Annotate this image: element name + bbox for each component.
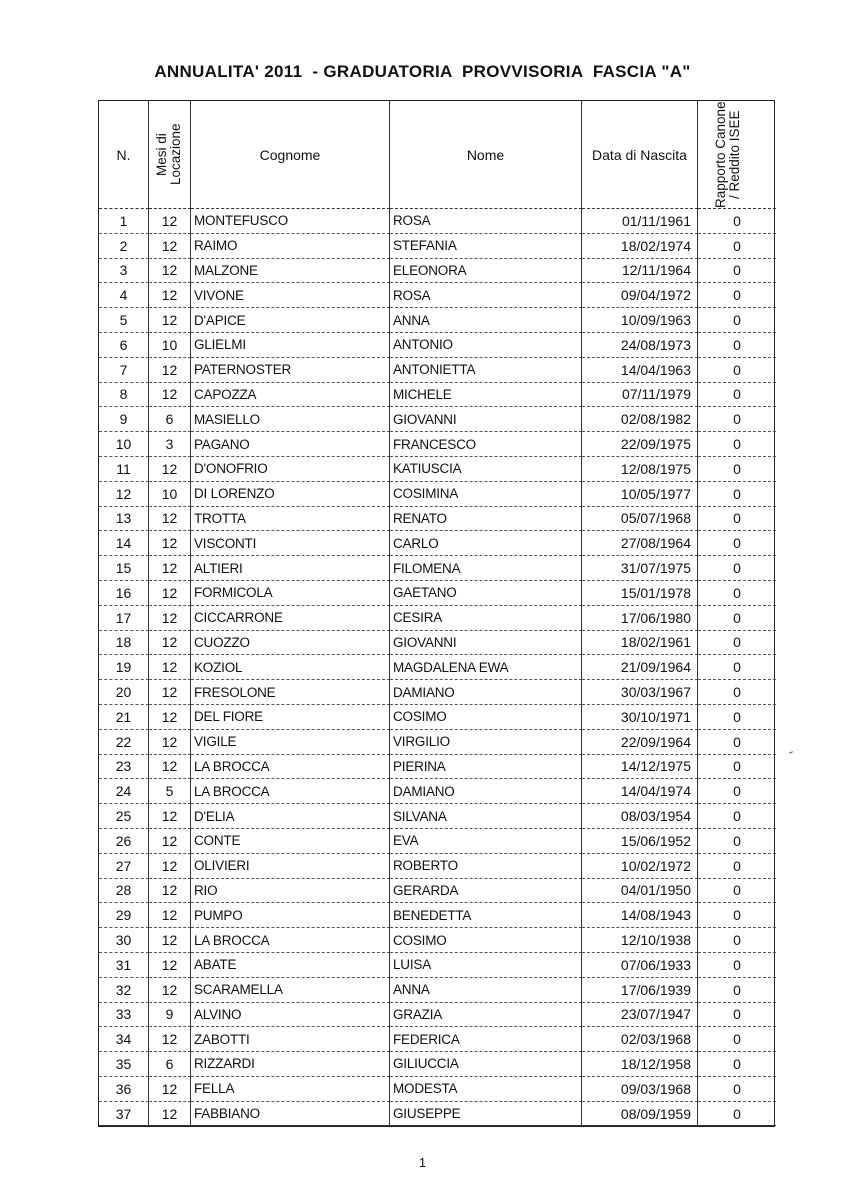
- cell-mesi: 12: [149, 283, 191, 308]
- cell-data: 14/12/1975: [582, 755, 698, 780]
- cell-nome: ANNA: [390, 308, 582, 333]
- cell-cognome: VIGILE: [191, 730, 390, 755]
- cell-nome: RENATO: [390, 507, 582, 532]
- cell-data: 17/06/1980: [582, 606, 698, 631]
- cell-nome: FILOMENA: [390, 556, 582, 581]
- cell-cognome: MONTEFUSCO: [191, 209, 390, 234]
- header-data: Data di Nascita: [582, 101, 698, 209]
- cell-rapporto: 0: [698, 283, 776, 308]
- cell-nome: ROSA: [390, 283, 582, 308]
- cell-nome: MAGDALENA EWA: [390, 655, 582, 680]
- cell-nome: ANNA: [390, 978, 582, 1003]
- cell-rapporto: 0: [698, 581, 776, 606]
- cell-data: 14/04/1963: [582, 358, 698, 383]
- cell-data: 08/03/1954: [582, 804, 698, 829]
- cell-rapporto: 0: [698, 482, 776, 507]
- cell-data: 02/03/1968: [582, 1027, 698, 1052]
- cell-n: 37: [99, 1102, 149, 1127]
- cell-cognome: CONTE: [191, 829, 390, 854]
- page-title: ANNUALITA' 2011 - GRADUATORIA PROVVISORIA FASCIA "A": [154, 62, 691, 81]
- cell-cognome: D'ONOFRIO: [191, 457, 390, 482]
- header-cognome: Cognome: [191, 101, 390, 209]
- cell-rapporto: 0: [698, 928, 776, 953]
- cell-n: 21: [99, 705, 149, 730]
- cell-data: 01/11/1961: [582, 209, 698, 234]
- cell-n: 6: [99, 333, 149, 358]
- cell-n: 9: [99, 407, 149, 432]
- cell-mesi: 12: [149, 1077, 191, 1102]
- header-nome: Nome: [390, 101, 582, 209]
- cell-mesi: 12: [149, 903, 191, 928]
- cell-rapporto: 0: [698, 953, 776, 978]
- cell-rapporto: 0: [698, 457, 776, 482]
- cell-rapporto: 0: [698, 655, 776, 680]
- cell-rapporto: 0: [698, 209, 776, 234]
- cell-data: 18/12/1958: [582, 1052, 698, 1077]
- cell-nome: PIERINA: [390, 755, 582, 780]
- cell-n: 20: [99, 680, 149, 705]
- cell-nome: DAMIANO: [390, 680, 582, 705]
- cell-data: 09/04/1972: [582, 283, 698, 308]
- cell-data: 27/08/1964: [582, 531, 698, 556]
- cell-rapporto: 0: [698, 1052, 776, 1077]
- cell-nome: GIOVANNI: [390, 407, 582, 432]
- scan-mark: [789, 751, 793, 754]
- cell-cognome: DEL FIORE: [191, 705, 390, 730]
- cell-rapporto: 0: [698, 1077, 776, 1102]
- cell-nome: GRAZIA: [390, 1003, 582, 1028]
- cell-nome: ELEONORA: [390, 259, 582, 284]
- cell-data: 09/03/1968: [582, 1077, 698, 1102]
- cell-mesi: 12: [149, 730, 191, 755]
- cell-n: 19: [99, 655, 149, 680]
- cell-nome: STEFANIA: [390, 234, 582, 259]
- cell-n: 18: [99, 631, 149, 656]
- cell-nome: CARLO: [390, 531, 582, 556]
- cell-cognome: VIVONE: [191, 283, 390, 308]
- header-rapporto-label: Rapporto Canone / Reddito ISEE: [713, 101, 742, 208]
- cell-rapporto: 0: [698, 333, 776, 358]
- cell-rapporto: 0: [698, 631, 776, 656]
- cell-cognome: ALVINO: [191, 1003, 390, 1028]
- cell-data: 07/06/1933: [582, 953, 698, 978]
- cell-mesi: 12: [149, 655, 191, 680]
- cell-rapporto: 0: [698, 755, 776, 780]
- cell-cognome: RAIMO: [191, 234, 390, 259]
- cell-mesi: 10: [149, 333, 191, 358]
- cell-nome: GIOVANNI: [390, 631, 582, 656]
- cell-rapporto: 0: [698, 903, 776, 928]
- cell-data: 14/04/1974: [582, 779, 698, 804]
- cell-mesi: 3: [149, 432, 191, 457]
- cell-cognome: PUMPO: [191, 903, 390, 928]
- cell-cognome: KOZIOL: [191, 655, 390, 680]
- header-rapporto: [698, 101, 776, 209]
- cell-data: 15/01/1978: [582, 581, 698, 606]
- cell-cognome: FELLA: [191, 1077, 390, 1102]
- cell-data: 12/11/1964: [582, 259, 698, 284]
- cell-rapporto: 0: [698, 705, 776, 730]
- cell-n: 27: [99, 854, 149, 879]
- header-mesi: [149, 101, 191, 209]
- cell-data: 31/07/1975: [582, 556, 698, 581]
- cell-mesi: 12: [149, 308, 191, 333]
- cell-data: 10/05/1977: [582, 482, 698, 507]
- cell-n: 13: [99, 507, 149, 532]
- cell-nome: MODESTA: [390, 1077, 582, 1102]
- ranking-table: [98, 100, 775, 1127]
- cell-mesi: 12: [149, 531, 191, 556]
- cell-n: 2: [99, 234, 149, 259]
- cell-nome: ROSA: [390, 209, 582, 234]
- cell-cognome: SCARAMELLA: [191, 978, 390, 1003]
- cell-n: 8: [99, 383, 149, 408]
- cell-n: 25: [99, 804, 149, 829]
- cell-cognome: D'ELIA: [191, 804, 390, 829]
- cell-nome: GERARDA: [390, 879, 582, 904]
- cell-n: 11: [99, 457, 149, 482]
- cell-n: 16: [99, 581, 149, 606]
- cell-cognome: LA BROCCA: [191, 928, 390, 953]
- cell-n: 32: [99, 978, 149, 1003]
- cell-data: 30/10/1971: [582, 705, 698, 730]
- cell-rapporto: 0: [698, 531, 776, 556]
- cell-rapporto: 0: [698, 234, 776, 259]
- cell-data: 22/09/1975: [582, 432, 698, 457]
- cell-cognome: CAPOZZA: [191, 383, 390, 408]
- cell-mesi: 5: [149, 779, 191, 804]
- cell-rapporto: 0: [698, 358, 776, 383]
- cell-mesi: 12: [149, 631, 191, 656]
- cell-data: 08/09/1959: [582, 1102, 698, 1127]
- cell-rapporto: 0: [698, 829, 776, 854]
- cell-mesi: 12: [149, 234, 191, 259]
- cell-data: 23/07/1947: [582, 1003, 698, 1028]
- cell-mesi: 12: [149, 383, 191, 408]
- cell-nome: DAMIANO: [390, 779, 582, 804]
- cell-data: 15/06/1952: [582, 829, 698, 854]
- cell-rapporto: 0: [698, 606, 776, 631]
- cell-n: 10: [99, 432, 149, 457]
- cell-mesi: 12: [149, 705, 191, 730]
- cell-mesi: 12: [149, 854, 191, 879]
- cell-n: 30: [99, 928, 149, 953]
- cell-cognome: CICCARRONE: [191, 606, 390, 631]
- cell-n: 31: [99, 953, 149, 978]
- cell-rapporto: 0: [698, 1027, 776, 1052]
- cell-data: 22/09/1964: [582, 730, 698, 755]
- cell-n: 28: [99, 879, 149, 904]
- cell-nome: ROBERTO: [390, 854, 582, 879]
- cell-nome: SILVANA: [390, 804, 582, 829]
- cell-rapporto: 0: [698, 978, 776, 1003]
- cell-rapporto: 0: [698, 308, 776, 333]
- cell-nome: KATIUSCIA: [390, 457, 582, 482]
- cell-n: 33: [99, 1003, 149, 1028]
- cell-cognome: MASIELLO: [191, 407, 390, 432]
- cell-cognome: ABATE: [191, 953, 390, 978]
- cell-cognome: TROTTA: [191, 507, 390, 532]
- cell-mesi: 12: [149, 358, 191, 383]
- cell-rapporto: 0: [698, 879, 776, 904]
- cell-n: 1: [99, 209, 149, 234]
- cell-rapporto: 0: [698, 432, 776, 457]
- cell-data: 18/02/1961: [582, 631, 698, 656]
- cell-cognome: LA BROCCA: [191, 755, 390, 780]
- cell-n: 12: [99, 482, 149, 507]
- cell-data: 12/08/1975: [582, 457, 698, 482]
- cell-rapporto: 0: [698, 804, 776, 829]
- cell-mesi: 12: [149, 581, 191, 606]
- cell-n: 17: [99, 606, 149, 631]
- cell-n: 23: [99, 755, 149, 780]
- cell-data: 17/06/1939: [582, 978, 698, 1003]
- cell-cognome: ZABOTTI: [191, 1027, 390, 1052]
- cell-mesi: 12: [149, 259, 191, 284]
- cell-data: 04/01/1950: [582, 879, 698, 904]
- cell-mesi: 6: [149, 1052, 191, 1077]
- cell-data: 12/10/1938: [582, 928, 698, 953]
- cell-nome: VIRGILIO: [390, 730, 582, 755]
- cell-nome: GILIUCCIA: [390, 1052, 582, 1077]
- cell-n: 24: [99, 779, 149, 804]
- cell-cognome: FABBIANO: [191, 1102, 390, 1127]
- cell-cognome: MALZONE: [191, 259, 390, 284]
- cell-data: 05/07/1968: [582, 507, 698, 532]
- cell-nome: CESIRA: [390, 606, 582, 631]
- cell-cognome: CUOZZO: [191, 631, 390, 656]
- cell-cognome: FRESOLONE: [191, 680, 390, 705]
- cell-nome: COSIMO: [390, 928, 582, 953]
- cell-n: 14: [99, 531, 149, 556]
- cell-n: 35: [99, 1052, 149, 1077]
- cell-mesi: 12: [149, 606, 191, 631]
- cell-mesi: 12: [149, 879, 191, 904]
- cell-nome: EVA: [390, 829, 582, 854]
- cell-n: 29: [99, 903, 149, 928]
- cell-rapporto: 0: [698, 680, 776, 705]
- cell-mesi: 12: [149, 680, 191, 705]
- cell-mesi: 12: [149, 1027, 191, 1052]
- cell-mesi: 12: [149, 953, 191, 978]
- header-n: N.: [99, 101, 149, 209]
- cell-n: 22: [99, 730, 149, 755]
- cell-rapporto: 0: [698, 507, 776, 532]
- cell-nome: ANTONIO: [390, 333, 582, 358]
- cell-cognome: RIZZARDI: [191, 1052, 390, 1077]
- cell-rapporto: 0: [698, 407, 776, 432]
- cell-nome: BENEDETTA: [390, 903, 582, 928]
- cell-cognome: D'APICE: [191, 308, 390, 333]
- cell-mesi: 12: [149, 928, 191, 953]
- cell-data: 21/09/1964: [582, 655, 698, 680]
- cell-cognome: DI LORENZO: [191, 482, 390, 507]
- cell-mesi: 12: [149, 507, 191, 532]
- cell-mesi: 9: [149, 1003, 191, 1028]
- cell-rapporto: 0: [698, 1102, 776, 1127]
- cell-rapporto: 0: [698, 383, 776, 408]
- cell-cognome: PAGANO: [191, 432, 390, 457]
- cell-mesi: 12: [149, 556, 191, 581]
- cell-n: 5: [99, 308, 149, 333]
- cell-rapporto: 0: [698, 556, 776, 581]
- cell-data: 07/11/1979: [582, 383, 698, 408]
- cell-cognome: PATERNOSTER: [191, 358, 390, 383]
- cell-n: 15: [99, 556, 149, 581]
- cell-rapporto: 0: [698, 854, 776, 879]
- cell-n: 3: [99, 259, 149, 284]
- cell-mesi: 12: [149, 829, 191, 854]
- cell-nome: MICHELE: [390, 383, 582, 408]
- cell-n: 4: [99, 283, 149, 308]
- cell-rapporto: 0: [698, 259, 776, 284]
- cell-mesi: 12: [149, 755, 191, 780]
- cell-mesi: 12: [149, 804, 191, 829]
- cell-data: 14/08/1943: [582, 903, 698, 928]
- cell-cognome: OLIVIERI: [191, 854, 390, 879]
- cell-rapporto: 0: [698, 779, 776, 804]
- cell-mesi: 12: [149, 1102, 191, 1127]
- cell-cognome: GLIELMI: [191, 333, 390, 358]
- cell-data: 18/02/1974: [582, 234, 698, 259]
- cell-nome: COSIMO: [390, 705, 582, 730]
- cell-nome: COSIMINA: [390, 482, 582, 507]
- cell-data: 10/09/1963: [582, 308, 698, 333]
- cell-n: 7: [99, 358, 149, 383]
- page-number: 1: [418, 1155, 427, 1170]
- cell-nome: GIUSEPPE: [390, 1102, 582, 1127]
- cell-data: 10/02/1972: [582, 854, 698, 879]
- cell-n: 26: [99, 829, 149, 854]
- cell-nome: GAETANO: [390, 581, 582, 606]
- cell-rapporto: 0: [698, 730, 776, 755]
- cell-mesi: 12: [149, 457, 191, 482]
- cell-rapporto: 0: [698, 1003, 776, 1028]
- cell-data: 02/08/1982: [582, 407, 698, 432]
- cell-mesi: 12: [149, 209, 191, 234]
- header-mesi-label: Mesi di Locazione: [153, 123, 183, 186]
- cell-cognome: ALTIERI: [191, 556, 390, 581]
- cell-nome: ANTONIETTA: [390, 358, 582, 383]
- cell-mesi: 10: [149, 482, 191, 507]
- cell-mesi: 12: [149, 978, 191, 1003]
- cell-mesi: 6: [149, 407, 191, 432]
- cell-n: 34: [99, 1027, 149, 1052]
- cell-cognome: VISCONTI: [191, 531, 390, 556]
- cell-data: 30/03/1967: [582, 680, 698, 705]
- cell-nome: LUISA: [390, 953, 582, 978]
- cell-n: 36: [99, 1077, 149, 1102]
- cell-cognome: LA BROCCA: [191, 779, 390, 804]
- cell-nome: FRANCESCO: [390, 432, 582, 457]
- cell-nome: FEDERICA: [390, 1027, 582, 1052]
- cell-cognome: RIO: [191, 879, 390, 904]
- cell-data: 24/08/1973: [582, 333, 698, 358]
- cell-cognome: FORMICOLA: [191, 581, 390, 606]
